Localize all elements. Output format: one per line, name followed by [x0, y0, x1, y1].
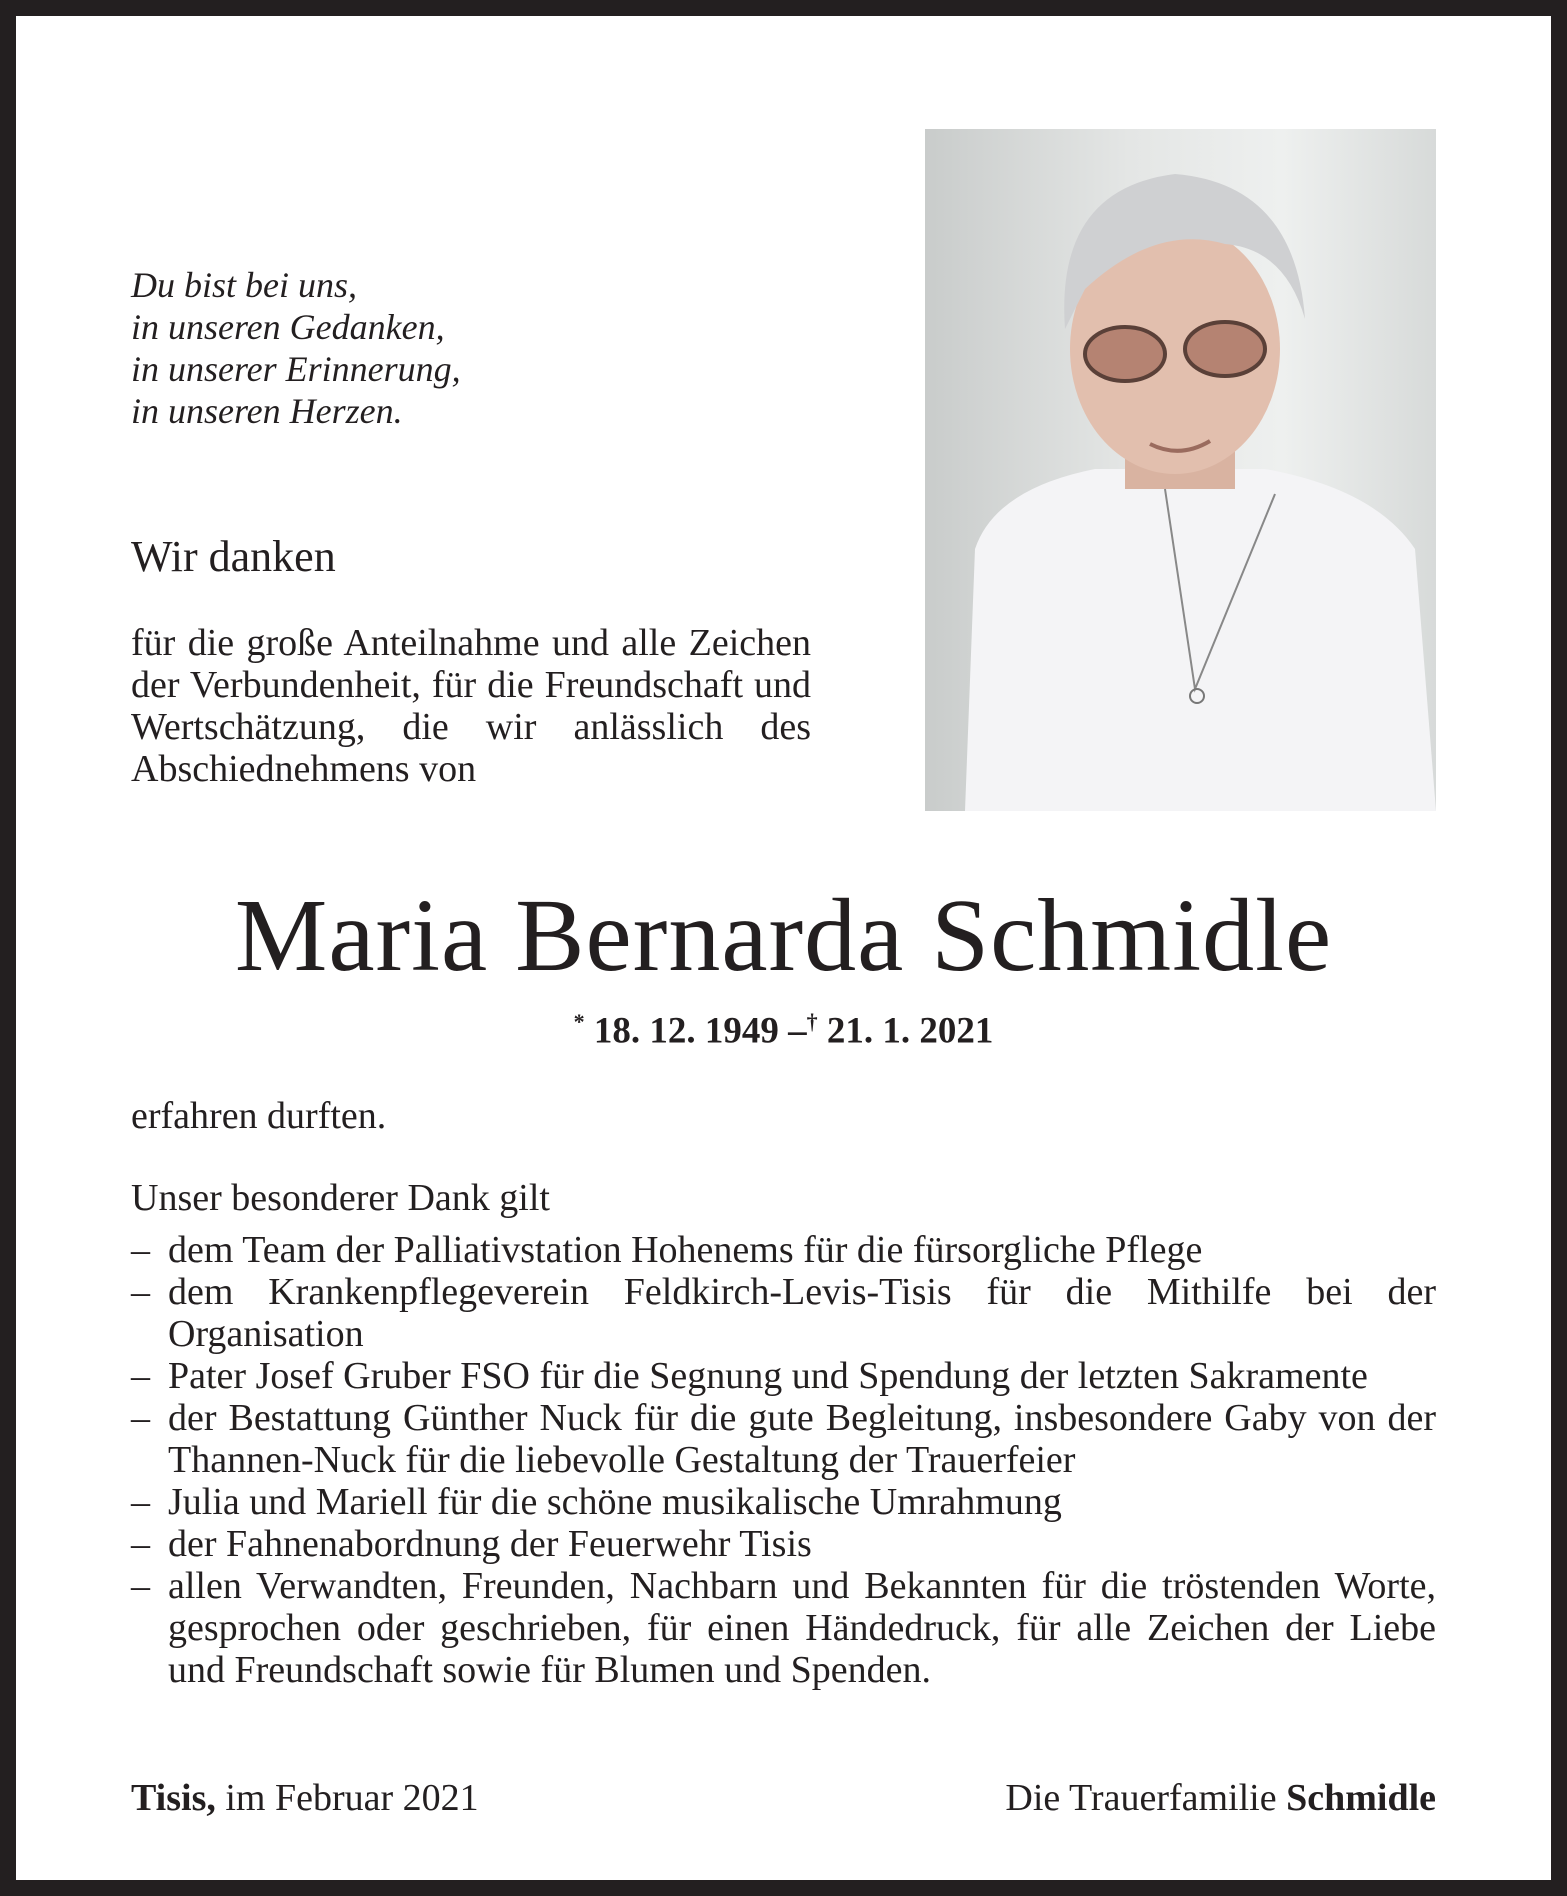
obituary-notice — [16, 16, 1551, 1880]
deceased-name: Maria Bernarda Schmidle — [234, 878, 1333, 993]
thanks-paragraph: für die große Anteilnahme und alle Zeichen der Verbundenheit, für die Freundschaft und Wertschätzung, die wir anlässlich des Abschiednehmens von — [131, 622, 811, 790]
list-item-text: der Fahnenabordnung der Feuerwehr Tisis — [168, 1523, 812, 1565]
list-item — [131, 1271, 1436, 1355]
life-dates — [16, 1009, 1551, 1052]
portrait-photo — [925, 129, 1436, 811]
list-item-text: Julia und Mariell für die schöne musikalische Umrahmung — [168, 1481, 1062, 1523]
dash: – — [131, 1565, 150, 1607]
dash: – — [131, 1271, 150, 1313]
list-item-text: der Bestattung Günther Nuck für die gute Begleitung, insbesondere Gaby von der Thannen-Nuck für die liebevolle Gestaltung der Trauerfeier — [168, 1397, 1436, 1481]
list-item-text: Pater Josef Gruber FSO für die Segnung und Spendung der letzten Sakramente — [168, 1355, 1368, 1397]
family-name: Schmidle — [1286, 1777, 1436, 1819]
list-item-text: allen Verwandten, Freunden, Nachbarn und Bekannten für die tröstenden Worte, gesprochen oder geschrieben, für einen Händedruck, für alle Zeichen der Liebe und Freundschaft sowie für Blumen und Spenden. — [168, 1565, 1436, 1691]
thanks-list — [131, 1229, 1436, 1691]
dash: – — [131, 1229, 150, 1271]
list-item — [131, 1397, 1436, 1481]
family-signature — [1005, 1776, 1436, 1820]
death-date: 21. 1. 2021 — [826, 1010, 994, 1052]
place: Tisis, — [131, 1777, 216, 1819]
dash: – — [131, 1397, 150, 1439]
death-symbol: † — [806, 1009, 818, 1034]
dash: – — [131, 1355, 150, 1397]
list-item — [131, 1481, 1436, 1523]
poem-line: in unserer Erinnerung, — [131, 349, 461, 389]
poem — [131, 264, 461, 432]
list-item-text: dem Krankenpflegeverein Feldkirch-Levis-Tisis für die Mithilfe bei der Organisation — [168, 1271, 1436, 1355]
poem-line: in unseren Herzen. — [131, 391, 403, 431]
birth-symbol: * — [573, 1009, 585, 1034]
thanks-heading: Wir danken — [131, 532, 336, 581]
dash: – — [131, 1481, 150, 1523]
dash: – — [131, 1523, 150, 1565]
list-item — [131, 1565, 1436, 1691]
date: im Februar 2021 — [225, 1777, 479, 1819]
place-date — [131, 1776, 479, 1820]
list-item — [131, 1523, 1436, 1565]
date-separator: – — [788, 1010, 807, 1052]
list-item — [131, 1355, 1436, 1397]
birth-date: 18. 12. 1949 — [593, 1010, 779, 1052]
poem-line: Du bist bei uns, — [131, 265, 358, 305]
after-name-text: erfahren durften. — [131, 1095, 387, 1137]
family-prefix: Die Trauerfamilie — [1005, 1777, 1277, 1819]
poem-line: in unseren Gedanken, — [131, 307, 445, 347]
list-item-text: dem Team der Palliativstation Hohenems für die fürsorgliche Pflege — [168, 1229, 1203, 1271]
list-item — [131, 1229, 1436, 1271]
dank-heading: Unser besonderer Dank gilt — [131, 1177, 550, 1219]
